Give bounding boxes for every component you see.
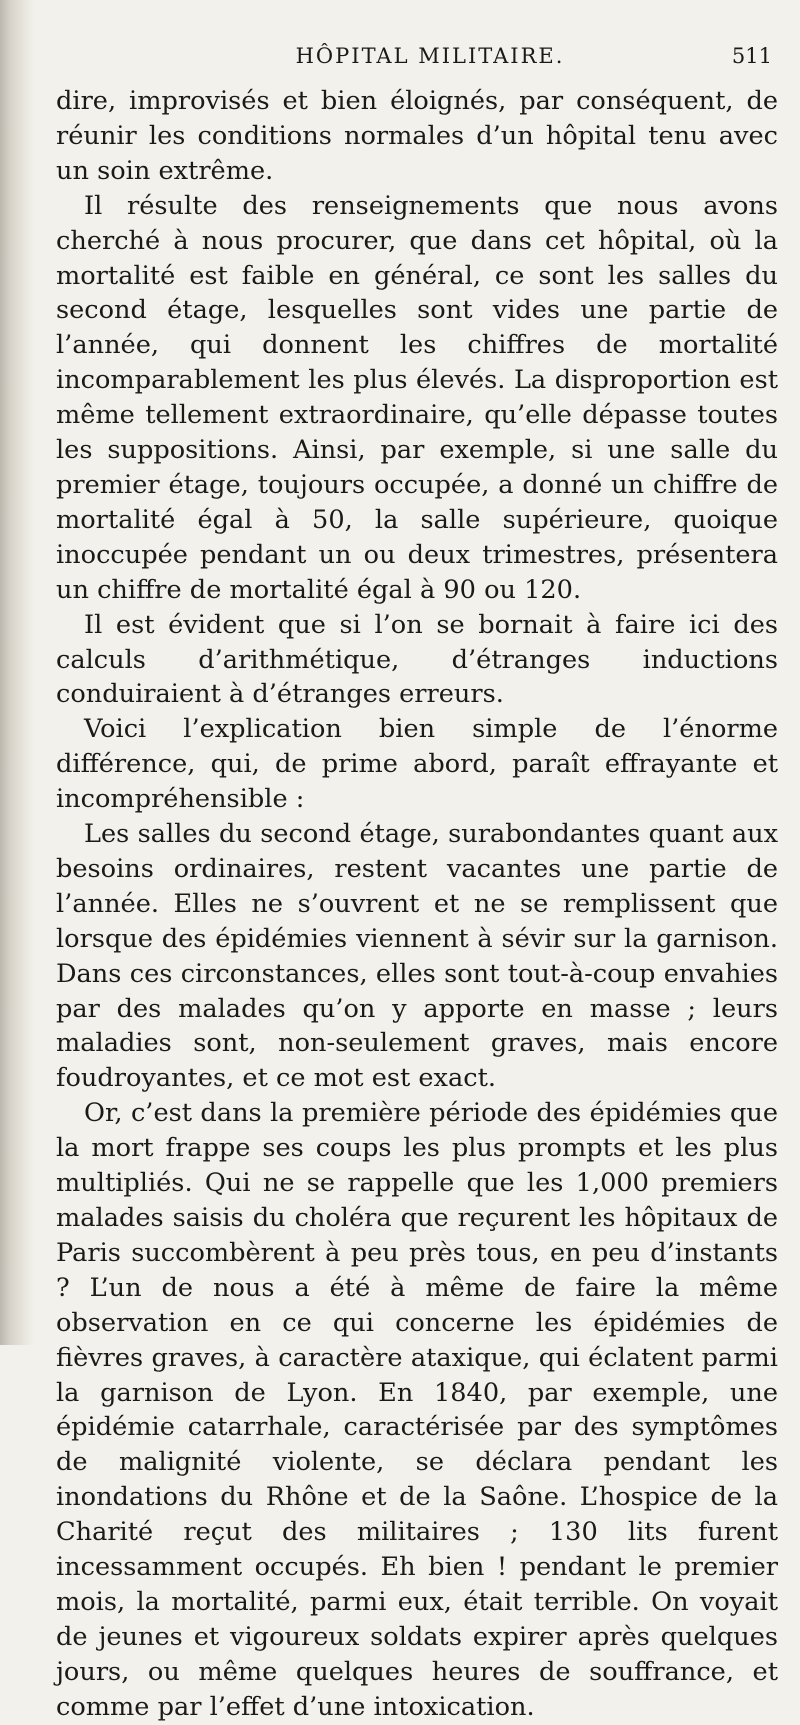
paragraph: Les salles du second étage, surabondantes quant aux besoins ordinaires, restent vacantes une partie de l’année. Elles ne s’ouvrent et ne se remplissent que lorsque des épidémies viennent à sévir sur la garnison. Dans ces circonstances, elles sont tout-à-coup envahies par des malades qu’on y apporte en masse ; leurs maladies sont, non-seulement graves, mais encore foudroyantes, et ce mot est exact.: [56, 819, 778, 1094]
paragraph-continuation: dire, improvisés et bien éloignés, par conséquent, de réunir les conditions normales d’un hôpital tenu avec un soin extrême.: [56, 86, 778, 186]
body-text: [56, 84, 778, 1725]
running-title: HÔPITAL MILITAIRE.: [295, 44, 565, 68]
paragraph: Il résulte des renseignements que nous avons cherché à nous procurer, que dans cet hôpital, où la mortalité est faible en général, ce sont les salles du second étage, lesquelles sont vides une partie de l’année, qui donnent les chiffres de mortalité incomparablement les plus élevés. La disproportion est même tellement extraordinaire, qu’elle dépasse toutes les suppositions. Ainsi, par exemple, si une salle du premier étage, toujours occupée, a donné un chiffre de mortalité égal à 50, la salle supérieure, quoique inoccupée pendant un ou deux trimestres, présentera un chiffre de mortalité égal à 90 ou 120.: [56, 190, 778, 605]
paragraph: Or, c’est dans la première période des épidémies que la mort frappe ses coups les plus prompts et les plus multipliés. Qui ne se rappelle que les 1,000 premiers malades saisis du choléra que reçurent les hôpitaux de Paris succombèrent à peu près tous, en peu d’instants ? L’un de nous a été à même de faire la même observation en ce qui concerne les épidémies de fièvres graves, à caractère ataxique, qui éclatent parmi la garnison de Lyon. En 1840, par exemple, une épidémie catarrhale, caractérisée par des symptômes de malignité violente, se déclara pendant les inondations du Rhône et de la Saône. L’hospice de la Charité reçut des militaires ; 130 lits furent incessamment occupés. Eh bien ! pendant le premier mois, la mortalité, parmi eux, était terrible. On voyait de jeunes et vigoureux soldats expirer après quelques jours, ou même quelques heures de souffrance, et comme par l’effet d’une intoxication.: [56, 1098, 778, 1722]
paragraph: Il est évident que si l’on se bornait à faire ici des calculs d’arithmétique, d’étranges inductions conduiraient à d’étranges erreurs.: [56, 609, 778, 710]
paragraph: Voici l’explication bien simple de l’énorme différence, qui, de prime abord, paraît effrayante et incompréhensible :: [56, 714, 778, 815]
page-number: 511: [731, 44, 772, 68]
page-header: [80, 44, 780, 74]
